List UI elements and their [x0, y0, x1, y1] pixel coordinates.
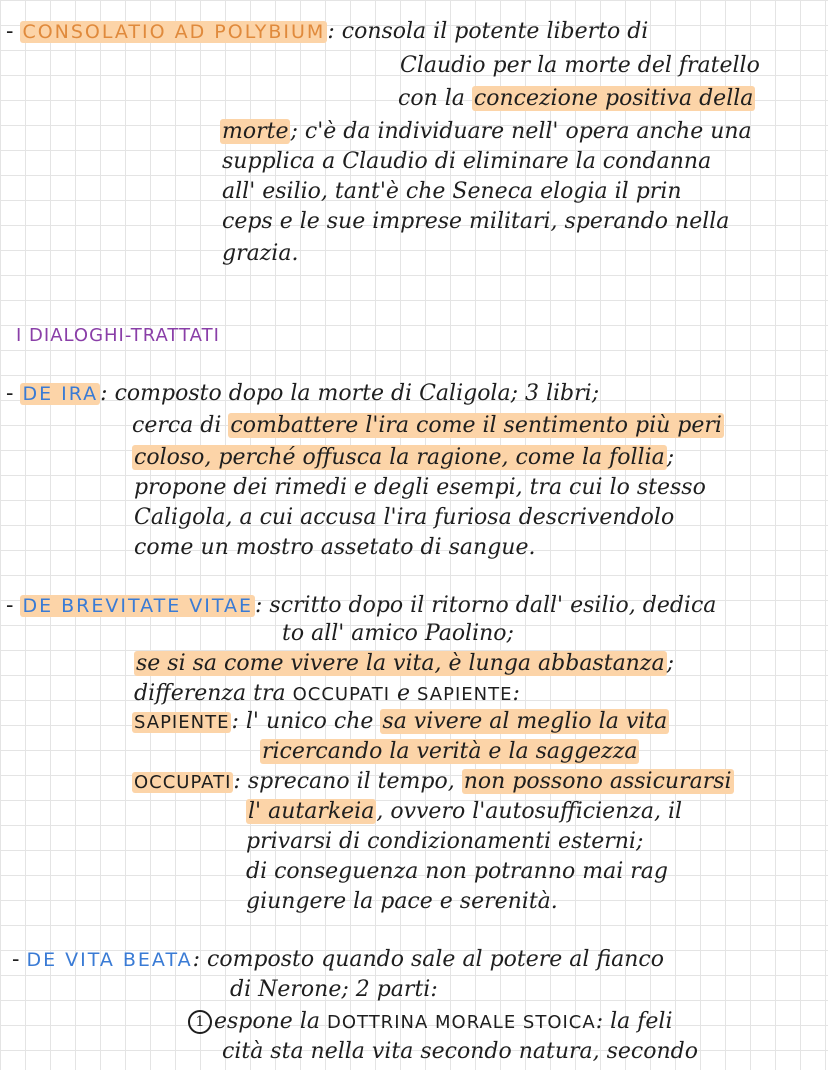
- text-fragment: cerca di: [132, 413, 222, 438]
- text-line: Claudio per la morte del fratello: [400, 53, 760, 78]
- section-title-dialoghi: I DIALOGHI-TRATTATI: [16, 325, 220, 346]
- consolatio-line-3: [398, 85, 755, 113]
- de-brevitate-line-6: [260, 738, 639, 766]
- title-colon: :: [100, 381, 108, 406]
- highlighted-text: sa vivere al meglio la vita: [382, 709, 668, 734]
- text-line: composto dopo la morte di Caligola; 3 libri;: [114, 381, 600, 406]
- consolatio-heading-line: [6, 18, 648, 46]
- text-fragment: :: [231, 709, 239, 734]
- bullet-dash: -: [6, 593, 14, 618]
- circled-number: 1: [188, 1010, 212, 1034]
- de-brevitate-line-8: [246, 798, 682, 826]
- highlighted-text: ricercando la verità e la saggezza: [262, 739, 638, 764]
- bullet-dash: -: [6, 19, 14, 44]
- text-line: Caligola, a cui accusa l'ira furiosa descrivendolo: [134, 505, 675, 530]
- text-fragment: e: [397, 681, 411, 706]
- title-colon: :: [327, 19, 335, 44]
- de-ira-line-2: [132, 412, 724, 440]
- text-line: propone dei rimedi e degli esempi, tra cui lo stesso: [134, 475, 706, 500]
- highlighted-text: concezione positiva della: [473, 86, 754, 111]
- highlighted-text: non possono assicurarsi: [463, 769, 732, 794]
- text-line: supplica a Claudio di eliminare la condanna: [222, 149, 712, 174]
- bullet-dash: -: [12, 947, 20, 972]
- text-line: ceps e le sue imprese militari, sperando nella: [222, 209, 730, 234]
- text-line: grazia.: [222, 241, 299, 266]
- de-vita-beata-heading-line: [12, 946, 664, 974]
- highlighted-text: l' autarkeia: [248, 799, 375, 824]
- text-line: di Nerone; 2 parti:: [230, 977, 438, 1002]
- de-brevitate-heading-line: [6, 592, 716, 620]
- text-line: giungere la pace e serenità.: [246, 889, 558, 914]
- text-fragment: ; c'è da individuare nell' opera anche una: [290, 119, 752, 144]
- term-sapiente-label: SAPIENTE: [134, 712, 230, 733]
- de-brevitate-line-5: [132, 708, 669, 737]
- text-fragment: :: [512, 681, 520, 706]
- text-fragment: ;: [666, 651, 674, 676]
- text-fragment: sprecano il tempo,: [247, 769, 455, 794]
- text-line: composto quando sale al potere al fianco: [207, 947, 664, 972]
- text-fragment: ;: [666, 445, 675, 470]
- de-brevitate-line-7: [132, 768, 734, 797]
- section-title-consolatio: CONSOLATIO AD POLYBIUM: [22, 21, 326, 43]
- term-dottrina: DOTTRINA MORALE STOICA: [326, 1012, 596, 1033]
- highlighted-text: combattere l'ira come il sentimento più peri: [230, 413, 722, 438]
- highlighted-text: morte: [222, 119, 289, 144]
- bullet-dash: -: [6, 381, 14, 406]
- text-line: cità sta nella vita secondo natura, secondo: [222, 1039, 698, 1064]
- text-line: privarsi di condizionamenti esterni;: [246, 829, 644, 854]
- highlighted-text: coloso, perché offusca la ragione, come la follia: [134, 445, 665, 470]
- text-line: to all' amico Paolino;: [282, 621, 514, 646]
- text-fragment: , ovvero l'autosufficienza, il: [376, 799, 683, 824]
- term-occupati: OCCUPATI: [292, 684, 391, 705]
- de-ira-heading-line: [6, 380, 599, 408]
- section-title-de-ira: DE IRA: [22, 383, 99, 405]
- text-fragment: differenza tra: [134, 681, 286, 706]
- consolatio-line-4: [220, 118, 752, 146]
- section-title-de-vita-beata: DE VITA BEATA: [26, 949, 193, 971]
- de-brevitate-line-4: [134, 680, 520, 709]
- term-sapiente: SAPIENTE: [417, 684, 513, 705]
- title-colon: :: [255, 593, 263, 618]
- de-ira-line-3: [132, 444, 674, 472]
- text-fragment: con la: [398, 86, 465, 111]
- title-colon: :: [192, 947, 200, 972]
- text-line: di conseguenza non potranno mai rag: [246, 859, 668, 884]
- text-fragment: : la feli: [595, 1009, 673, 1034]
- text-line: come un mostro assetato di sangue.: [134, 535, 536, 560]
- de-vita-beata-line-3: [188, 1008, 673, 1037]
- text-line: scritto dopo il ritorno dall' esilio, dedica: [269, 593, 717, 618]
- term-occupati-label: OCCUPATI: [134, 772, 232, 793]
- text-fragment: :: [233, 769, 241, 794]
- text-fragment: espone la: [214, 1009, 320, 1034]
- text-line: all' esilio, tant'è che Seneca elogia il prin: [222, 179, 682, 204]
- section-title-de-brevitate: DE BREVITATE VITAE: [22, 595, 253, 617]
- de-brevitate-line-3: [134, 650, 674, 678]
- highlighted-text: se si sa come vivere la vita, è lunga abbastanza: [136, 651, 665, 676]
- text-line: consola il potente liberto di: [341, 19, 649, 44]
- text-fragment: l' unico che: [245, 709, 374, 734]
